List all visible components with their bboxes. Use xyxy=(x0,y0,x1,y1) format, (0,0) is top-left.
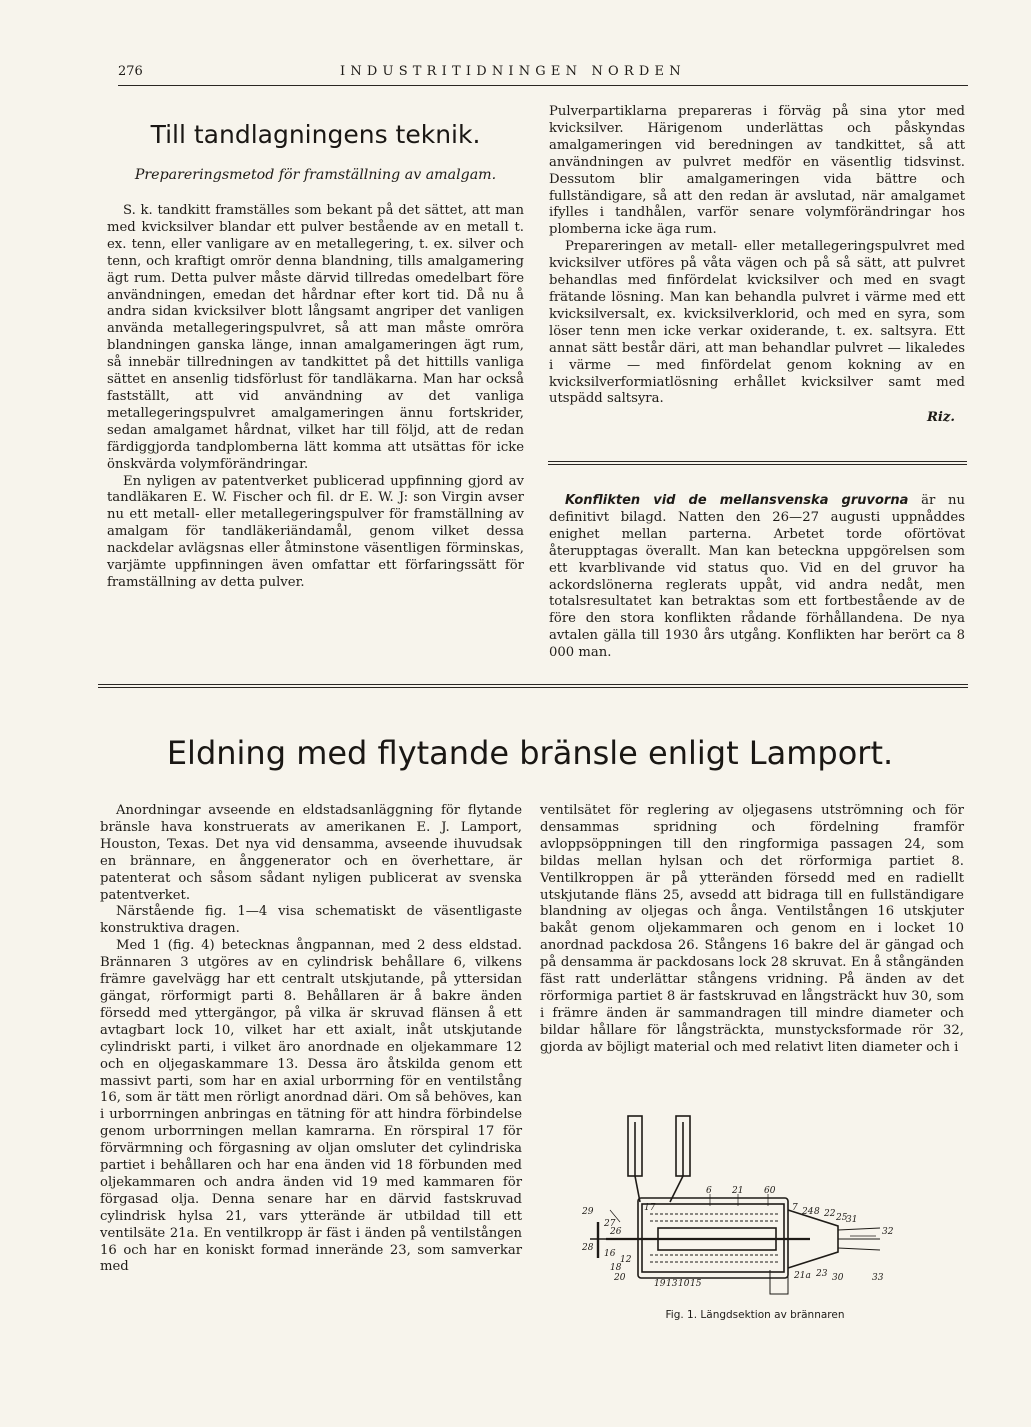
article1-paragraph-4: Prepareringen av metall- eller metallegeringspulvret med kvicksilver utföres på våta vägen och på så sätt, att pulvret behandlas med finfördelat kvicksilver och med en svagt frätande lösning. Man kan behandla pulvret i värme med ett kvicksilversalt, ex. kvicksilverklorid, och med en syra, som löser tenn men icke verkar oxiderande, t. ex. saltsyra. Ett annat sätt består däri, att man behandlar pulvret — likaledes i värme — med finfördelat genom kokning av en kvicksilverformiatlösning erhållet kvicksilver samt med utspädd saltsyra. xyxy=(549,239,965,407)
figure-label: 24 xyxy=(802,1207,814,1217)
page-number: 276 xyxy=(118,64,143,79)
article1-column-left xyxy=(107,203,524,592)
article1-subtitle: Prepareringsmetod för framställning av amalgam. xyxy=(134,167,497,183)
figure-label: 7 xyxy=(792,1203,798,1213)
running-header xyxy=(118,64,968,86)
figure-label: 22 xyxy=(824,1209,836,1219)
figure-label: 60 xyxy=(764,1186,776,1196)
article2-paragraph-4: ventilsätet för reglering av oljegasens utströmning och för densammas spridning och fördelning framför avloppsöppningen till den ringformiga passagen 24, som bildas mellan hylsan och det rörformiga partiet 8. Ventilkroppen är på ytteränden försedd med en radiellt utskjutande fläns 25, avsedd att bidraga till en fullständigare blandning av oljegas och ånga. Ventilstången 16 utskjuter bakåt genom oljekammaren och genom en i locket 10 anordnad packdosa 26. Stångens 16 bakre del är gängad och på densamma är packdosans lock 28 skruvat. En å stångänden fäst ratt underlättar stångens vridning. På änden av det rörformiga partiet 8 är fastskruvad en långsträckt huv 30, som i främre änden är sammandragen till mindre diameter och bildar hållare för långsträckta, munstycksformade rör 32, gjorda av böjligt material och med relativt liten diameter och i xyxy=(540,803,964,1055)
figure-label: 17 xyxy=(644,1203,656,1213)
figure-caption: Fig. 1. Längdsektion av brännaren xyxy=(665,1309,845,1321)
notice-block xyxy=(549,493,965,662)
figure-label: 33 xyxy=(872,1273,884,1283)
article1-paragraph-1: S. k. tandkitt framställes som bekant på det sättet, att man med kvicksilver blandar ett pulver bestående av en metall t. ex. tenn, eller vanligare av en metallegering, t. ex. silver och tenn, och kraftigt omrör denna blandning, tills amalgamering ägt rum. Detta pulver måste därvid tillredas omedelbart före användningen, emedan det hårdnar efter kort tid. Då nu å andra sidan kvicksilver blott långsamt angriper det vanligen använda metallegeringspulvret, så att man måste omröra blandningen ganska länge, innan amalgameringen ägt rum, så innebär tillredningen av tandkittet på det hittills vanliga sättet en ansenlig tidsförlust för tandläkarna. Man har också fastställt, att vid användning av det vanliga metallegeringspulvret amalgameringen ännu fortskrider, sedan amalgamet hårdnat, vilket har till följd, att de redan färdiggjorda tandplomberna lätt komma att utsättas för icke önskvärda volymförändringar. xyxy=(107,203,524,472)
article2-column-right xyxy=(540,803,964,1057)
figure-label: 32 xyxy=(882,1227,894,1237)
figure-label: 23 xyxy=(816,1269,828,1279)
notice-text: är nu definitivt bilagd. Natten den 26—27 augusti uppnåddes enighet mellan parterna. Arbetet torde oförtövat återupptagas överallt. Man kan beteckna uppgörelsen som ett kvarblivande vid status quo. Vid en del gruvor ha ackordslönerna reglerats uppåt, vid andra nedåt, men totalsresultatet kan betraktas som ett fortbestående av de före den stora konflikten rådande förhållandena. De nya avtalen gälla till 1930 års utgång. Konflikten har berört ca 8 000 man. xyxy=(549,493,965,661)
figure-label: 30 xyxy=(832,1273,844,1283)
figure-label: 6 xyxy=(706,1186,712,1196)
figure-label: 27 xyxy=(604,1219,616,1229)
figure-label: 29 xyxy=(582,1207,594,1217)
article2-title: Eldning med flytande bränsle enligt Lamport. xyxy=(166,734,894,772)
figure-label: 13 xyxy=(666,1279,678,1289)
article1-title: Till tandlagningens teknik. xyxy=(150,120,481,149)
article1-signature: Riz. xyxy=(926,410,955,426)
article2-paragraph-3: Med 1 (fig. 4) betecknas ångpannan, med 2 dess eldstad. Brännaren 3 utgöres av en cylindrisk behållare 6, vilkens främre gavelvägg har ett centralt utskjutande, på yttersidan gängat, rörformigt parti 8. Behållaren är å bakre änden försedd med yttergängor, på vilka är skruvad flänsen å ett avtagbart lock 10, vilket har ett axialt, inåt utskjutande cylindriskt parti, i vilket äro anordnade en oljekammare 12 och en oljegaskammare 13. Dessa äro åtskilda genom ett massivt parti, som har en axial urborrning för en ventilstång 16, som är tätt men rörligt anordnad däri. Om så behöves, kan i urborrningen anbringas en tätning för att hindra förbindelse genom urborrningen mellan kamrarna. En rörspiral 17 för förvärmning och förgasning av oljan omsluter det cylindriska partiet i behållaren och har ena änden vid 18 förbunden med oljekammaren och andra änden vid 19 med kammaren för förgasad olja. Denna senare har en därvid fastskruvad cylindrisk hylsa 21, vars ytterände är utbildad till ett ventilsäte 21a. En ventilkropp är fäst i änden på ventilstången 16 och har en koniskt formad innerände 23, som samverkar med xyxy=(100,938,522,1275)
article1-column-right xyxy=(549,104,965,427)
article2-column-left xyxy=(100,803,522,1276)
figure-label: 12 xyxy=(620,1255,632,1265)
figure-label: 18 xyxy=(610,1263,622,1273)
article2-paragraph-1: Anordningar avseende en eldstadsanläggning för flytande bränsle hava konstruerats av amerikanen E. J. Lamport, Houston, Texas. Det nya vid densamma, avseende ihuvudsak en brännare, en ånggenerator och en överhettare, är patenterat och såsom sådant nyligen publicerat av svenska patentverket. xyxy=(100,803,522,903)
figure-label: 10 xyxy=(678,1279,690,1289)
figure-label: 28 xyxy=(582,1243,594,1253)
article1-paragraph-2: En nyligen av patentverket publicerad uppfinning gjord av tandläkaren E. W. Fischer och fil. dr E. W. J: son Virgin avser nu ett metall- eller metallegeringspulver för framställning av amalgam för tandläkeriändamål, genom vilket dessa nackdelar avlägsnas eller åtminstone väsentligen förminskas, varjämte uppfinningen även omfattar ett förfaringssätt för framställning av detta pulver. xyxy=(107,473,524,590)
section-divider-full xyxy=(98,684,968,688)
figure-label: 15 xyxy=(690,1279,702,1289)
article2-paragraph-2: Närstående fig. 1—4 visa schematiskt de väsentligaste konstruktiva dragen. xyxy=(100,904,522,937)
header-rule xyxy=(118,85,968,86)
figure-label: 8 xyxy=(814,1207,820,1217)
burner-section-diagram xyxy=(580,1110,910,1300)
journal-title: INDUSTRITIDNINGEN NORDEN xyxy=(340,64,686,79)
section-divider-right xyxy=(548,461,967,465)
figure-label: 25 xyxy=(836,1213,848,1223)
article1-paragraph-3: Pulverpartiklarna prepareras i förväg på sina ytor med kvicksilver. Härigenom underlättas och påskyndas amalgameringen vid beredningen av tandkittet, så att användningen av pulvret medför en väsentlig tidsvinst. Dessutom blir amalgameringen vida bättre och fullständigare, så att den redan är avslutad, när amalgamet ifylles i tandhålen, varför senare volymförändringar hos plomberna icke äga rum. xyxy=(549,104,965,238)
notice-lead: Konflikten vid de mellansvenska gruvorna xyxy=(565,493,909,508)
figure-label: 16 xyxy=(604,1249,616,1259)
figure-label: 31 xyxy=(846,1215,858,1225)
figure-label: 19 xyxy=(654,1279,666,1289)
figure-label: 21a xyxy=(794,1271,811,1281)
figure-label: 20 xyxy=(614,1273,626,1283)
figure-label: 21 xyxy=(732,1186,744,1196)
figure-label: 26 xyxy=(610,1227,622,1237)
